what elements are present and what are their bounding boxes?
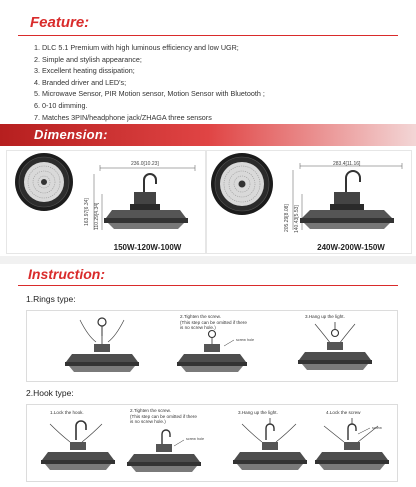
rings-step3-label: 3.Hang up the light. xyxy=(305,314,345,319)
large-light-side-view xyxy=(288,156,406,240)
feature-item: 6. 0-10 dimming. xyxy=(34,100,88,110)
hook-type-title: 2.Hook type: xyxy=(26,388,74,398)
instruction-title: Instruction: xyxy=(28,266,105,282)
feature-item: 1. DLC 5.1 Premium with high luminous efficiency and low UGR; xyxy=(34,43,239,52)
rings-type-title: 1.Rings type: xyxy=(26,294,76,304)
small-model-caption: 150W-120W-100W xyxy=(113,243,182,252)
feature-divider xyxy=(18,35,398,36)
small-light-top-view xyxy=(14,152,78,216)
hook-step4-illustration xyxy=(312,418,396,476)
large-width-dimension: 283.4[11.16] xyxy=(333,161,361,167)
rings-screw-hole-label: screw hole xyxy=(236,338,255,342)
feature-item: 4. Branded driver and LED's; xyxy=(34,77,127,87)
feature-list xyxy=(34,42,265,123)
small-total-height-dimension: 163.97[6.34] xyxy=(84,198,90,226)
large-model-caption: 240W-200W-150W xyxy=(317,243,385,252)
small-width-dimension: 236.0[10.23] xyxy=(131,161,159,167)
feature-item: 2. Simple and stylish appearance; xyxy=(34,54,142,64)
rings-step1-illustration xyxy=(60,316,140,378)
hook-step3-label: 3.Hang up the light. xyxy=(238,410,278,415)
feature-title: Feature: xyxy=(30,14,90,31)
small-body-height-dimension: 110.29[4.34] xyxy=(94,202,100,230)
feature-item: 5. Microwave Sensor, PIR Motion sensor, Motion Sensor with Bluetooth ; xyxy=(34,89,265,99)
rings-step2-label: 2.Tighten the screw. (This step can be omitted if there is no screw hole.) xyxy=(180,314,247,331)
hook-step1-illustration xyxy=(36,418,120,476)
hook-step1-label: 1.Lock the hook. xyxy=(50,410,84,415)
section-separator xyxy=(0,256,416,264)
hook-screw-hole-label: screw hole xyxy=(186,437,205,441)
hook-screw-label: screw xyxy=(372,426,382,430)
feature-item: 3. Excellent heating dissipation; xyxy=(34,66,135,76)
small-light-side-view xyxy=(90,160,200,240)
feature-item: 7. Matches 3PIN/headphone jack/ZHAGA three sensors xyxy=(34,112,212,122)
hook-step2-illustration xyxy=(126,428,210,478)
hook-step3-illustration xyxy=(228,418,312,476)
large-total-height-dimension: 205.29[8.08] xyxy=(284,204,290,232)
rings-step3-illustration xyxy=(295,322,379,378)
large-light-top-view xyxy=(208,152,280,224)
instruction-divider xyxy=(18,285,398,286)
hook-step4-label: 4.Lock the screw xyxy=(326,410,361,415)
hook-step2-label: 2.Tighten the screw. (This step can be omitted if there is no screw hole.) xyxy=(130,408,197,425)
dimension-title: Dimension: xyxy=(34,127,108,142)
large-body-height-dimension: 140.43[5.53] xyxy=(294,205,300,233)
